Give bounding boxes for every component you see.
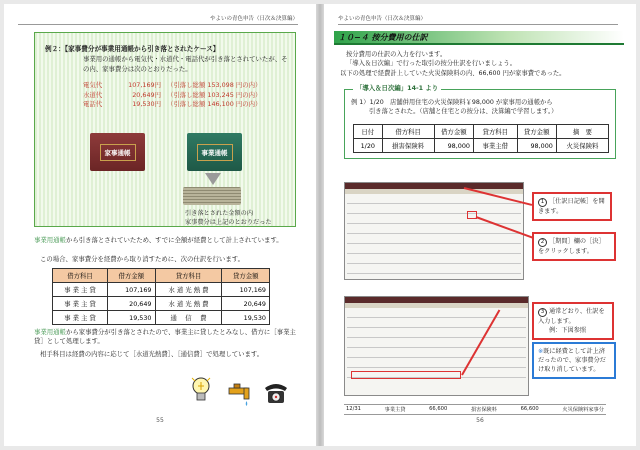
journal-table: 借方科目 借方金額 貸方科目 貸方金額 事 業 主 貸 107,169 水 道 光 熱 費 107,169 事 業 主 貸 20,649 水 道 光 熱 費 20,649 事 業 主 貸 19,530 通 信 費 19,530: [52, 268, 270, 325]
intro-text: 按分費用の仕訳の入力を行います。 「導入＆日次編」で行った取引の按分仕訳を行いましょう。 以下の処理で経費計上していた火災保険料の内、66,600 円が家事費であった。: [340, 51, 566, 77]
note-callout: ※既に経費として計上済だったので、家事費分だけ取り消しています。: [532, 342, 616, 379]
page-header: やよいの青色申告（日次＆決算編）: [338, 14, 618, 25]
new-entry-highlight: [351, 371, 461, 379]
bottom-entry-row: 12/31 事業主貸 66,600 損害保険料 66,600 火災保険料家事分: [344, 404, 606, 415]
example-title: 例２：【家事費分が事業用通帳から引き落とされたケース】: [45, 45, 220, 53]
cash-stack-image: [183, 187, 241, 205]
page-number: 56: [476, 417, 484, 424]
page-number: 55: [156, 417, 164, 424]
telephone-icon: [262, 380, 290, 406]
example-box: [34, 32, 296, 227]
quote-journal-table: 日付 借方科目 借方金額 貸方科目 貸方金額 摘 要 1/20 損害保険料 98,000 事業主借 98,000 火災保険料: [353, 124, 609, 153]
table-row: 事 業 主 貸 20,649 水 道 光 熱 費 20,649: [53, 297, 270, 311]
household-passbook-image: 家事通帳: [90, 133, 145, 171]
down-arrow-icon: [205, 173, 221, 185]
example-row: 水道代 20,649円 （引落し総額 103,245 円の内）: [83, 90, 262, 99]
business-passbook-image: 事業通帳: [187, 133, 242, 171]
book-gutter: [316, 4, 324, 446]
callout-enter-entry: 3 通常どおり、仕訳を入力します。 例：下図参照: [532, 302, 614, 340]
paragraph-4: 相手科目は経費の内容に応じて［水道光熱費］、［通信費］で処理しています。: [40, 350, 264, 358]
example-body: 事業用の通帳から電気代・水道代・電話代が引き落とされていたが、その内、家事費分は次のとおりだった。: [83, 55, 288, 73]
faucet-icon: [226, 382, 254, 408]
quote-text: 例 1）1/20 店舗併用住宅の火災保険料￥98,000 が家事用の通帳から 引き落とされた。（店舗と住宅との按分は、決算編で学習します。）: [351, 99, 558, 116]
lightbulb-icon: [190, 376, 212, 406]
example-row: 電話代 19,530円 （引落し総額 146,100 円の内）: [83, 100, 262, 109]
paragraph-1: 事業用通帳から引き落とされていたため、すでに全額が経費として計上されています。: [34, 236, 283, 244]
example-row: 電気代 107,169円 （引落し総額 153,098 円の内）: [83, 81, 262, 89]
quote-box: [344, 84, 616, 159]
left-page: [4, 4, 316, 446]
example-caption: 引き落とされた金額の内 家事費分は上記のとおりだった: [185, 210, 272, 226]
section-title: １０−４ 按分費用の仕訳: [334, 31, 624, 45]
callout-open-journal: 1 ［仕訳日記帳］を開きます。: [532, 192, 612, 221]
paragraph-2: この場合、家事費分を経費から取り消すために、次の仕訳を行います。: [40, 255, 244, 263]
quote-title: 「導入＆日次編」14-1 より: [353, 83, 441, 92]
callout-click-settlement: 2 ［期間］欄の［決］をクリックします。: [532, 232, 616, 261]
table-row: 事 業 主 貸 107,169 水 道 光 熱 費 107,169: [53, 283, 270, 297]
right-page: [324, 4, 636, 446]
table-row: 1/20 損害保険料 98,000 事業主借 98,000 火災保険料: [354, 139, 609, 153]
table-row: 事 業 主 貸 19,530 通 信 費 19,530: [53, 311, 270, 325]
journal-entry-screenshot-2[interactable]: [344, 296, 529, 396]
paragraph-3: 事業用通帳から家事費分が引き落とされたので、事業主に貸したとみなし、借方に［事業主貸］として処理します。: [34, 328, 296, 346]
example-rows: [83, 81, 261, 110]
page-header: やよいの青色申告（日次＆決算編）: [18, 14, 298, 25]
